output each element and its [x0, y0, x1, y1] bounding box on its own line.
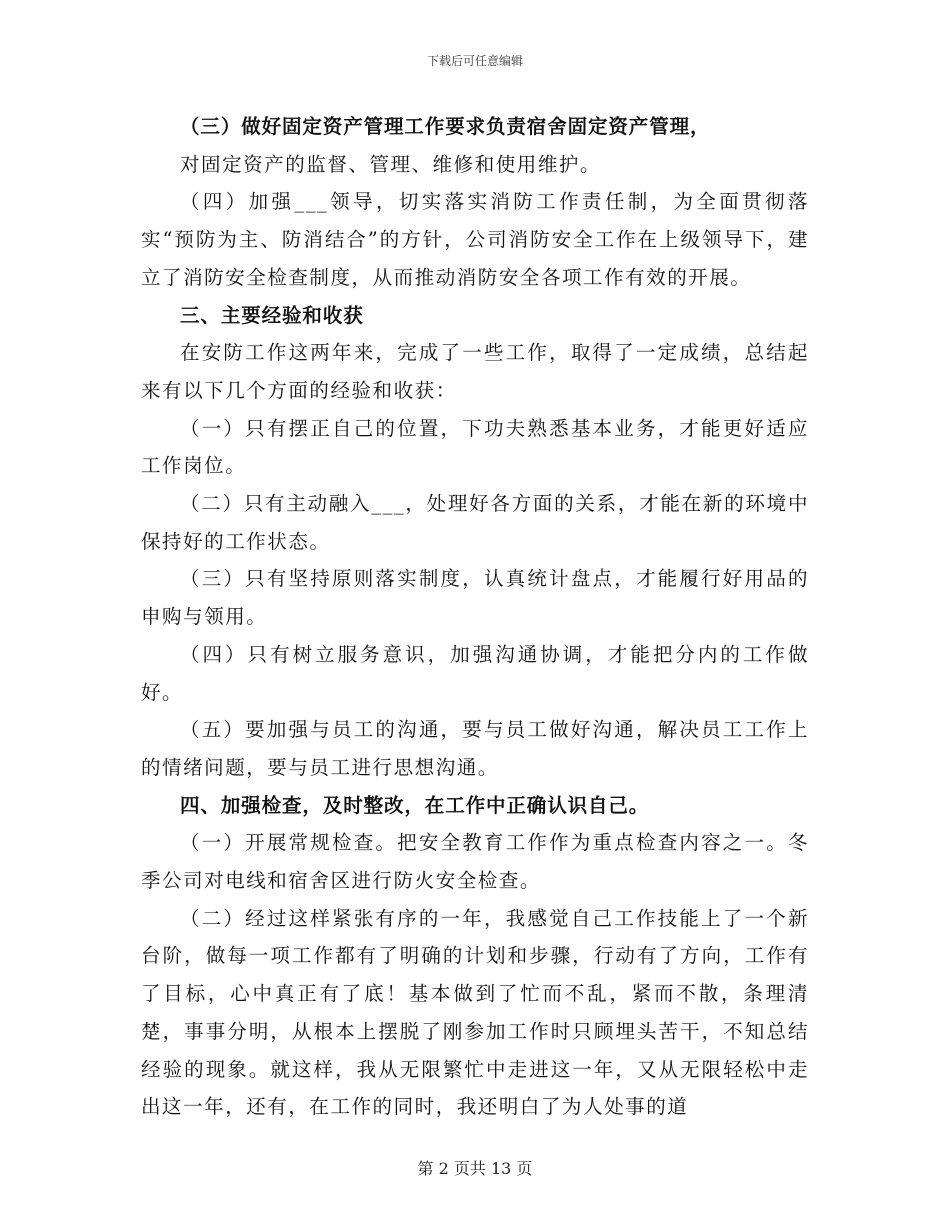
paragraph: （五）要加强与员工的沟通，要与员工做好沟通，解决员工工作上的情绪问题，要与员工进行思想沟通。 [141, 718, 809, 779]
paragraph: （一）只有摆正自己的位置，下功夫熟悉基本业务，才能更好适应工作岗位。 [141, 416, 809, 478]
paragraph: （四）加强___领导，切实落实消防工作责任制，为全面贯彻落实“预防为主、防消结合”的方针，公司消防安全工作在上级领导下，建立了消防安全检查制度，从而推动消防安全各项工作有效的开展。 [141, 190, 809, 289]
paragraph: 在安防工作这两年来，完成了一些工作，取得了一定成绩，总结起来有以下几个方面的经验和收获： [141, 341, 809, 402]
paragraph: （二）只有主动融入___，处理好各方面的关系，才能在新的环境中保持好的工作状态。 [141, 492, 809, 553]
page-header: 下载后可任意编辑 [426, 54, 523, 68]
paragraph: （二）经过这样紧张有序的一年，我感觉自己工作技能上了一个新台阶，做每一项工作都有了明确的计划和步骤，行动有了方向，工作有了目标，心中真正有了底！基本做到了忙而不乱，紧而不散，条理清楚，事事分明，从根本上摆脱了刚参加工作时只顾埋头苦干，不知总结经验的现象。就这样，我从无限繁忙中走进这一年，又从无限轻松中走出这一年，还有，在工作的同时，我还明白了为人处事的道 [141, 906, 809, 1119]
paragraph: （一）开展常规检查。把安全教育工作作为重点检查内容之一。冬季公司对电线和宿舍区进行防火安全检查。 [141, 831, 809, 893]
section-heading-experience: 三、主要经验和收获 [180, 303, 364, 327]
paragraph: （三）只有坚持原则落实制度，认真统计盘点，才能履行好用品的申购与领用。 [141, 567, 809, 629]
paragraph: 对固定资产的监督、管理、维修和使用维护。 [180, 152, 602, 176]
paragraph-heading-fixed-assets: （三）做好固定资产管理工作要求负责宿舍固定资产管理， [180, 115, 711, 138]
section-heading-inspection: 四、加强检查，及时整改，在工作中正确认识自己。 [180, 793, 650, 817]
page-footer: 第 2 页共 13 页 [417, 1159, 533, 1178]
paragraph: （四）只有树立服务意识，加强沟通协调，才能把分内的工作做好。 [141, 642, 809, 704]
document-body [141, 108, 809, 1126]
